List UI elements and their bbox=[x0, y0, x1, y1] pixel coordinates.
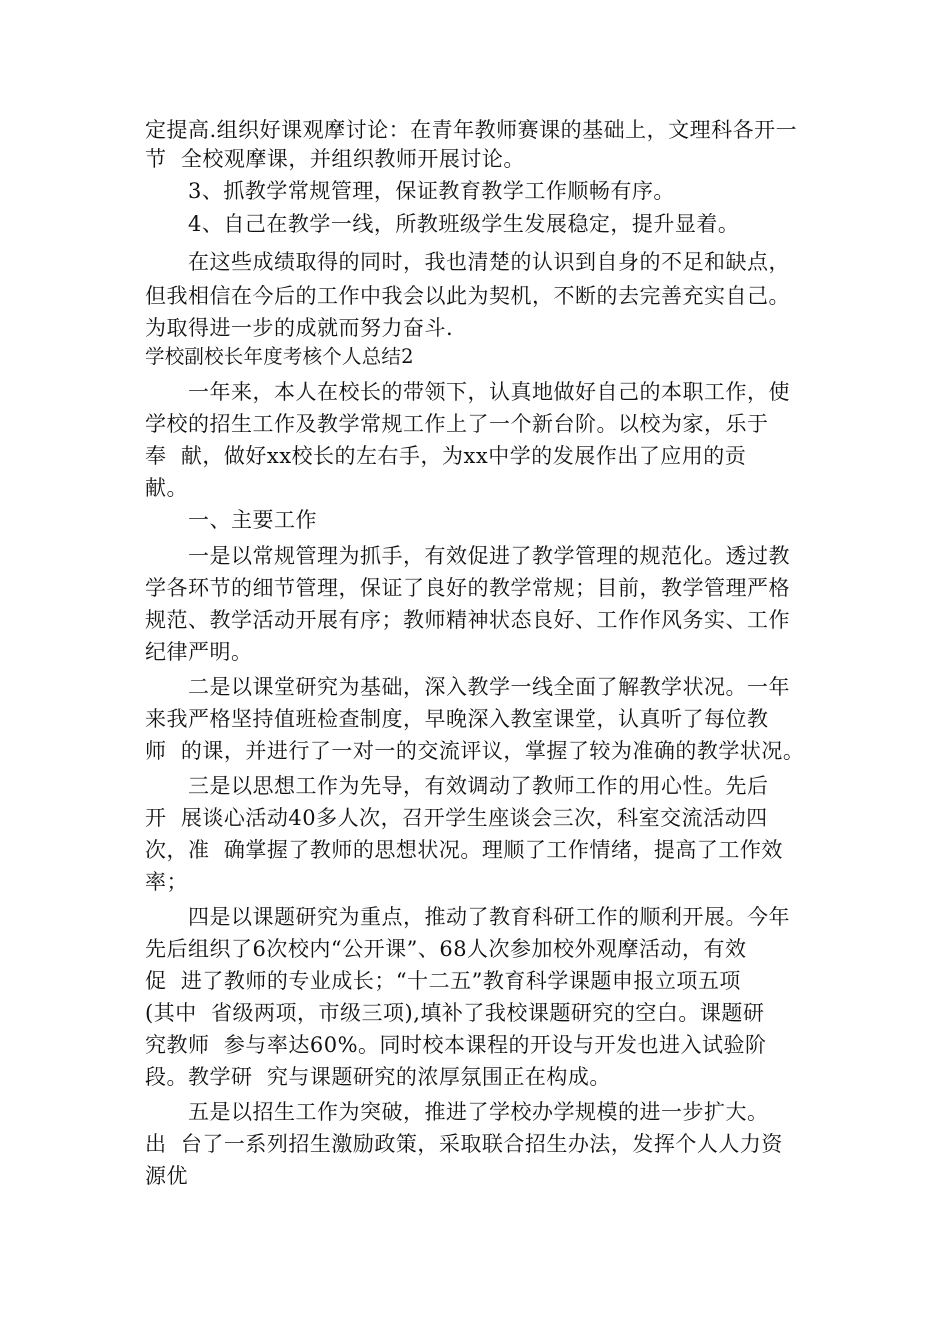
text-line: 出 台了一系列招生激励政策，采取联合招生办法，发挥个人人力资 bbox=[145, 1132, 783, 1156]
text-line: 段。教学研 究与课题研究的浓厚氛围正在构成。 bbox=[145, 1065, 611, 1089]
text-line: 究教师 参与率达60%。同时校本课程的开设与开发也进入试验阶 bbox=[145, 1033, 767, 1057]
text-line: 献。 bbox=[145, 476, 188, 500]
text-line: 一年来，本人在校长的带领下，认真地做好自己的本职工作，使 bbox=[188, 380, 790, 404]
text-line: 在这些成绩取得的同时，我也清楚的认识到自身的不足和缺点， bbox=[188, 250, 790, 274]
text-line: 一是以常规管理为抓手，有效促进了教学管理的规范化。透过教 bbox=[188, 544, 790, 568]
text-line: (其中 省级两项，市级三项),填补了我校课题研究的空白。课题研 bbox=[145, 1001, 765, 1025]
text-line: 节 全校观摩课，并组织教师开展讨论。 bbox=[145, 147, 525, 171]
text-line: 来我严格坚持值班检查制度，早晚深入教室课堂，认真听了每位教 bbox=[145, 707, 769, 731]
text-line: 定提高.组织好课观摩讨论：在青年教师赛课的基础上，文理科各开一 bbox=[145, 118, 798, 142]
text-line: 四是以课题研究为重点，推动了教育科研工作的顺利开展。今年 bbox=[188, 905, 790, 929]
text-line: 奉 献，做好xx校长的左右手，为xx中学的发展作出了应用的贡 bbox=[145, 444, 747, 468]
text-line: 三是以思想工作为先导，有效调动了教师工作的用心性。先后 bbox=[188, 774, 769, 798]
text-line: 五是以招生工作为突破，推进了学校办学规模的进一步扩大。 bbox=[188, 1100, 769, 1124]
text-line: 二是以课堂研究为基础，深入教学一线全面了解教学状况。一年 bbox=[188, 675, 790, 699]
text-line: 纪律严明。 bbox=[145, 640, 253, 664]
text-line: 学各环节的细节管理，保证了良好的教学常规；目前，教学管理严格 bbox=[145, 576, 790, 600]
text-line: 3、抓教学常规管理，保证教育教学工作顺畅有序。 bbox=[188, 179, 675, 203]
text-line: 学校的招生工作及教学常规工作上了一个新台阶。以校为家，乐于 bbox=[145, 412, 769, 436]
text-line: 率； bbox=[145, 870, 188, 894]
text-line: 师 的课，并进行了一对一的交流评议，掌握了较为准确的教学状况。 bbox=[145, 739, 805, 763]
text-line: 先后组织了6次校内“公开课”、68人次参加校外观摩活动，有效 bbox=[145, 937, 747, 961]
text-line: 但我相信在今后的工作中我会以此为契机，不断的去完善充实自己。 bbox=[145, 284, 790, 308]
section-heading: 学校副校长年度考核个人总结2 bbox=[145, 345, 414, 368]
text-line: 开 展谈心活动40多人次，召开学生座谈会三次，科室交流活动四 bbox=[145, 806, 768, 830]
text-line: 规范、教学活动开展有序；教师精神状态良好、工作作风务实、工作 bbox=[145, 608, 790, 632]
text-line: 为取得进一步的成就而努力奋斗. bbox=[145, 316, 454, 340]
text-line: 4、自己在教学一线，所教班级学生发展稳定，提升显着。 bbox=[188, 212, 740, 236]
text-line: 源优 bbox=[145, 1164, 188, 1188]
text-line: 促 进了教师的专业成长；“十二五”教育科学课题申报立项五项 bbox=[145, 969, 741, 993]
text-line: 次，准 确掌握了教师的思想状况。理顺了工作情绪，提高了工作效 bbox=[145, 838, 783, 862]
subheading: 一、主要工作 bbox=[188, 508, 317, 532]
